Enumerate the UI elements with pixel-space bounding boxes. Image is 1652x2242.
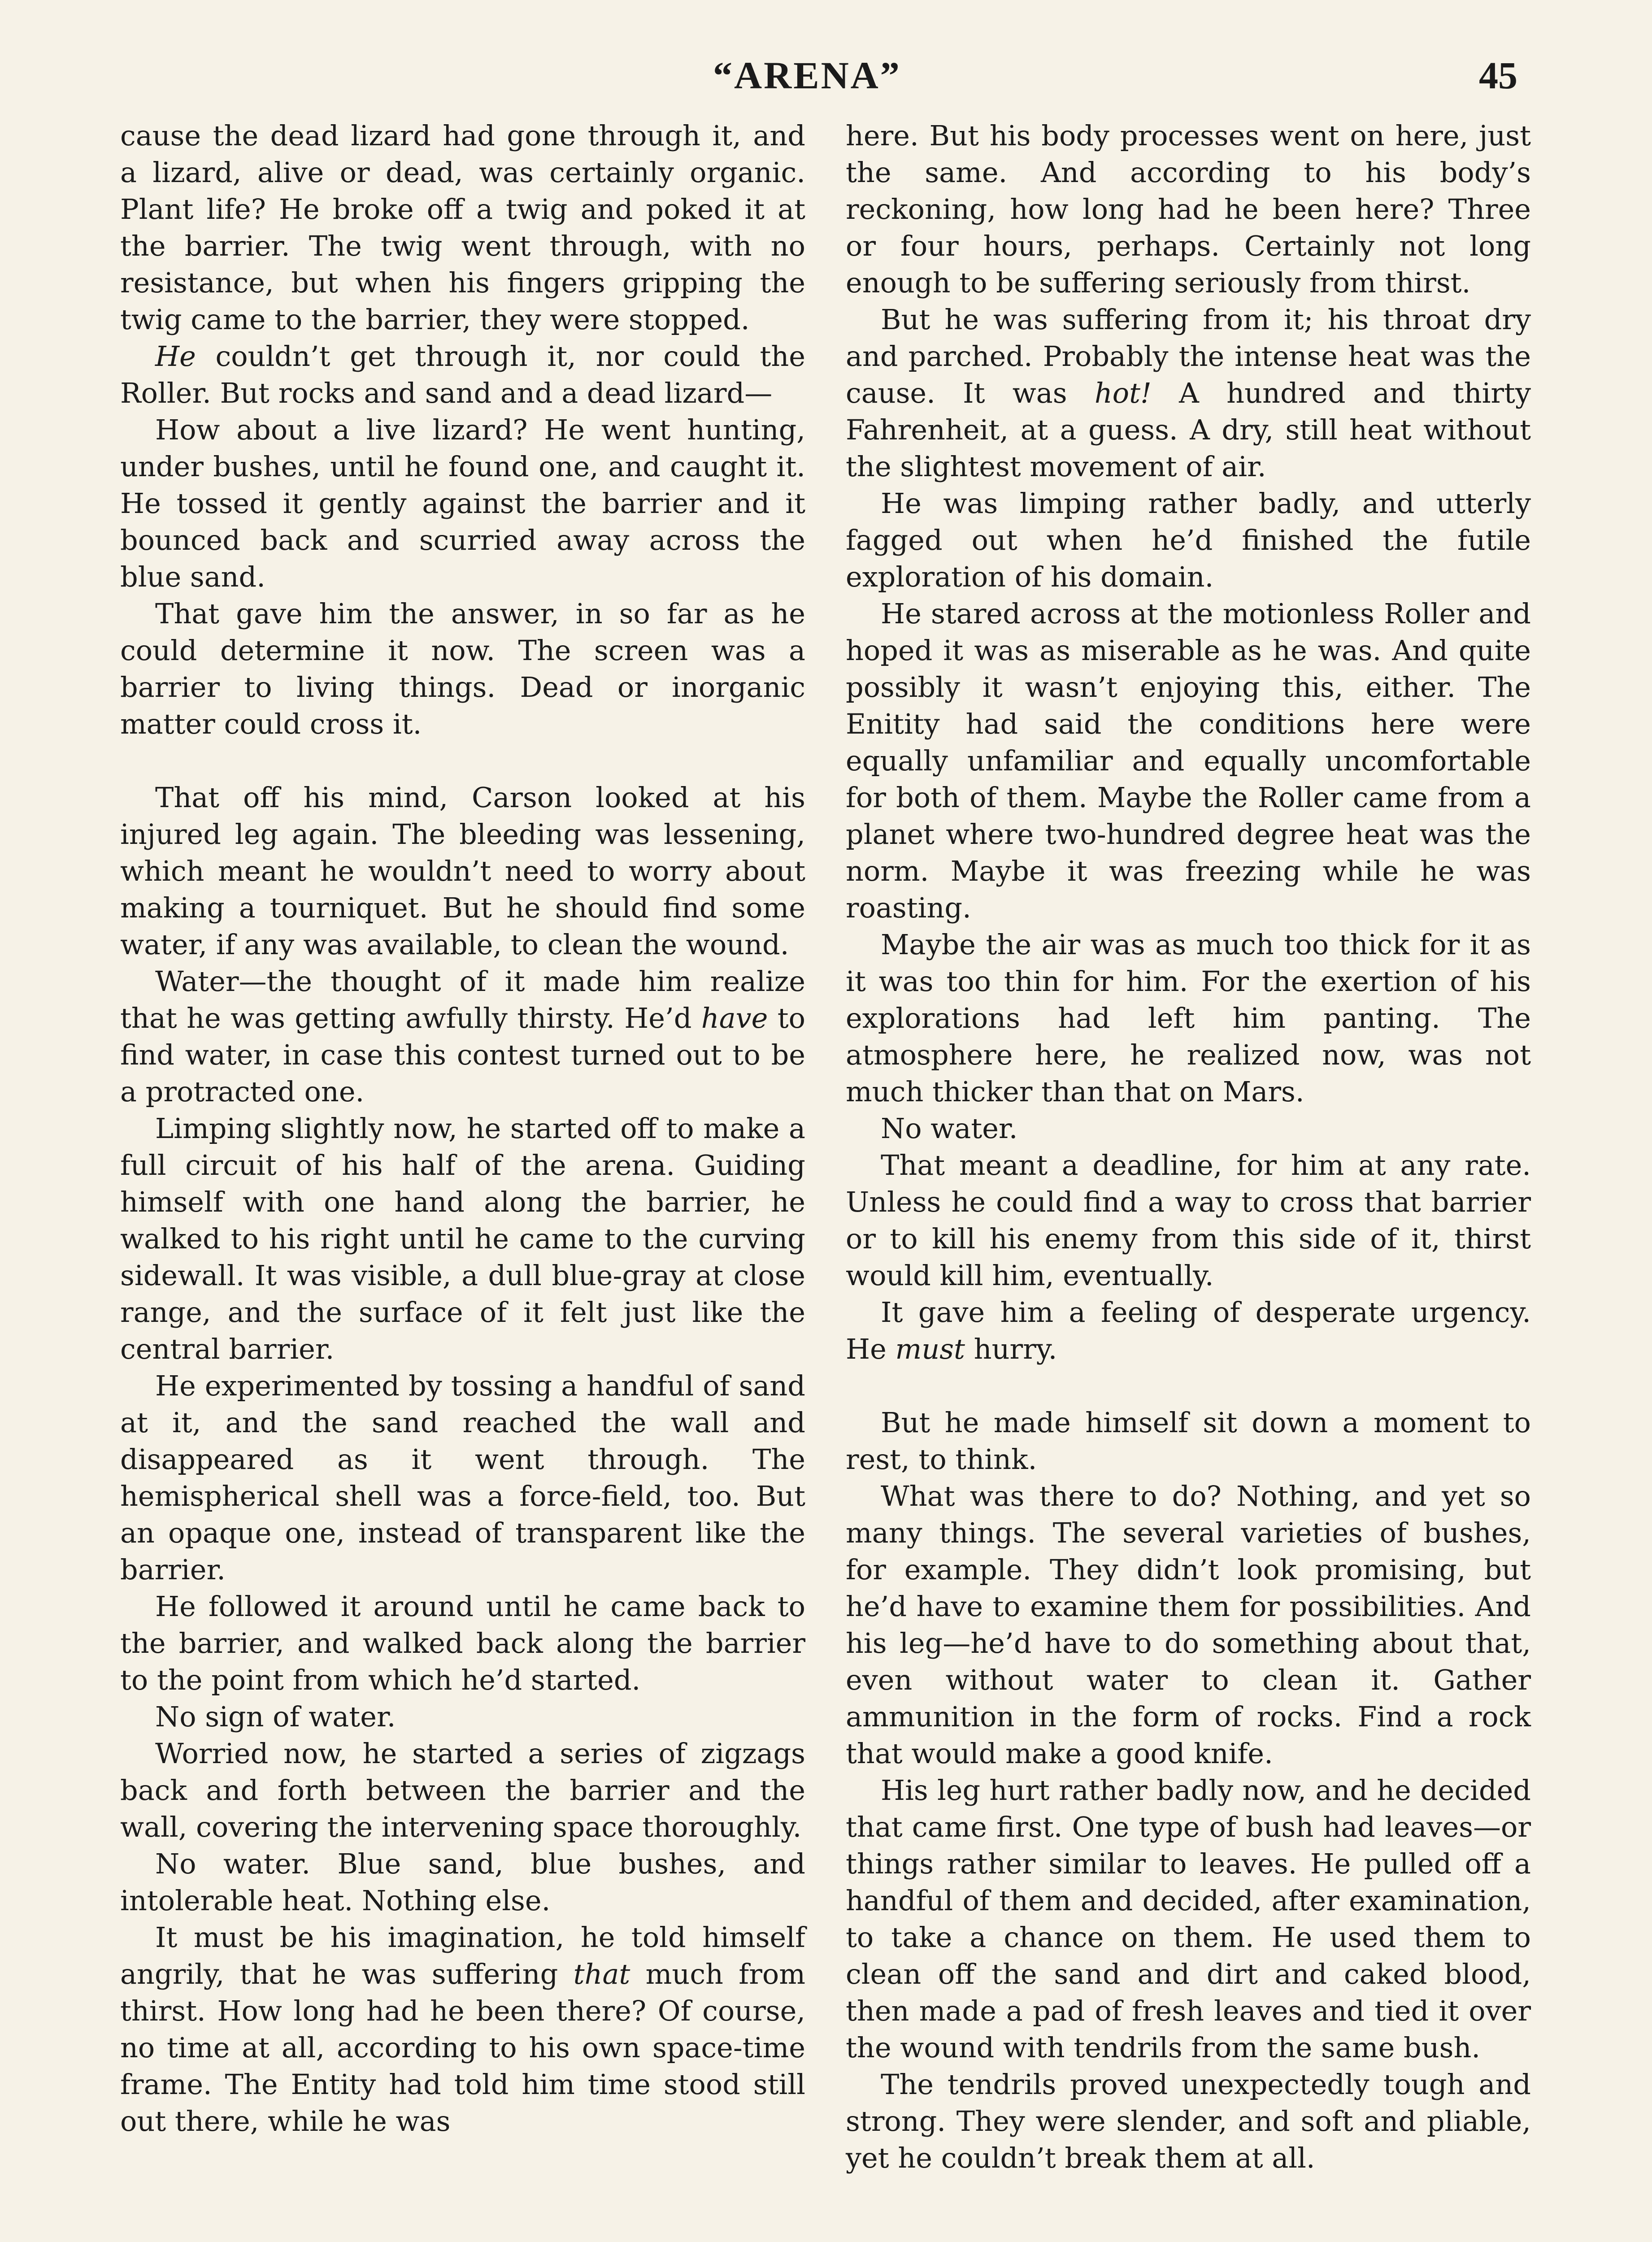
paragraph: But he made himself sit down a moment to rest, to think. [846, 1406, 1531, 1476]
paragraph-text: couldn’t get through it, nor could the Roller. But rocks and sand and a dead lizard— [120, 340, 805, 409]
paragraph [846, 1294, 1531, 1368]
paragraph: cause the dead lizard had gone through it, and a lizard, alive or dead, was certainly organic. Plant life? He broke off a twig and poked it at the barrier. The twig went through, with no resistance, but when his fingers gripping the twig came to the barrier, they were stopped. [120, 119, 805, 336]
running-title: “ARENA” [713, 54, 901, 97]
paragraph: What was there to do? Nothing, and yet so many things. The several varieties of bushes, for example. They didn’t look promising, but he’d have to examine them for possibilities. And his leg—he’d have to do something about that, even without water to clean it. Gather ammunition in the form of rocks. Find a rock that would make a good knife. [846, 1480, 1531, 1770]
paragraph-text: But he was suffering from it; his throat dry and parched. Probably the intense heat was the cause. It was [846, 303, 1531, 409]
paragraph [120, 963, 805, 1110]
paragraph: The tendrils proved unexpectedly tough and strong. They were slender, and soft and pliable, yet he couldn’t break them at all. [846, 2068, 1531, 2174]
emphasis: hot! [1094, 377, 1152, 409]
paragraph: Maybe the air was as much too thick for it as it was too thin for him. For the exertion of his explorations had left him panting. The atmosphere here, he realized now, was not much thicker than that on Mars. [846, 928, 1531, 1108]
paragraph: No water. [881, 1112, 1018, 1145]
paragraph: He stared across at the motionless Roller and hoped it was as miserable as he was. And quite possibly it wasn’t enjoying this, either. The Enitity had said the conditions here were equally unfamiliar and equally uncomfortable for both of them. Maybe the Roller came from a planet where two-hundred degree heat was the norm. Maybe it was freezing while he was roasting. [846, 597, 1531, 924]
paragraph [120, 338, 805, 412]
emphasis: must [895, 1333, 965, 1365]
emphasis: that [573, 1958, 630, 1990]
paragraph-text: A hundred and thirty Fahrenheit, at a guess. A dry, still heat without the slightest movement of air. [846, 377, 1531, 483]
paragraph-text: much from thirst. How long had he been there? Of course, no time at all, according to his own space-time frame. The Entity had told him time stood still out there, while he was [120, 1958, 805, 2138]
paragraph: That meant a deadline, for him at any rate. Unless he could find a way to cross that barrier or to kill his enemy from this side of it, thirst would kill him, eventually. [846, 1149, 1531, 1292]
paragraph: He followed it around until he came back to the barrier, and walked back along the barrier to the point from which he’d started. [120, 1590, 805, 1696]
paragraph: No sign of water. [155, 1700, 396, 1733]
paragraph-text: hurry. [965, 1333, 1057, 1365]
paragraph: His leg hurt rather badly now, and he decided that came first. One type of bush had leaves—or things rather similar to leaves. He pulled off a handful of them and decided, after examination, to take a chance on them. He used them to clean off the sand and dirt and caked blood, then made a pad of fresh leaves and tied it over the wound with tendrils from the same bush. [846, 1774, 1531, 2064]
paragraph: That gave him the answer, in so far as he could determine it now. The screen was a barrier to living things. Dead or inorganic matter could cross it. [120, 597, 805, 740]
paragraph [846, 301, 1531, 485]
paragraph: That off his mind, Carson looked at his injured leg again. The bleeding was lessening, which meant he wouldn’t need to worry about making a tourniquet. But he should find some water, if any was available, to clean the wound. [120, 781, 805, 961]
paragraph: Limping slightly now, he started off to make a full circuit of his half of the arena. Guiding himself with one hand along the barrier, he walked to his right until he came to the curving sidewall. It was visible, a dull blue-gray at close range, and the surface of it felt just like the central barrier. [120, 1112, 805, 1365]
paragraph-text: Water—the thought of it made him realize that he was getting awfully thirsty. He’d [120, 965, 805, 1034]
page-number: 45 [1479, 54, 1517, 97]
paragraph: He was limping rather badly, and utterly fagged out when he’d finished the futile exploration of his domain. [846, 487, 1531, 593]
emphasis: have [701, 1002, 768, 1034]
left-column [120, 117, 805, 2140]
paragraph-text: It must be his imagination, he told himself angrily, that he was suffering [120, 1921, 805, 1990]
right-column [846, 117, 1531, 2177]
paragraph-text: to find water, in case this contest turned out to be a protracted one. [120, 1002, 806, 1108]
paragraph [120, 1919, 805, 2140]
paragraph: Worried now, he started a series of zigzags back and forth between the barrier and the wall, covering the intervening space thoroughly. [120, 1737, 805, 1843]
paragraph: How about a live lizard? He went hunting, under bushes, until he found one, and caught it. He tossed it gently against the barrier and it bounced back and scurried away across the blue sand. [120, 413, 805, 593]
emphasis: He [155, 340, 196, 373]
paragraph: He experimented by tossing a handful of sand at it, and the sand reached the wall and disappeared as it went through. The hemispherical shell was a force-field, too. But an opaque one, instead of transparent like the barrier. [120, 1369, 805, 1586]
paragraph: No water. Blue sand, blue bushes, and intolerable heat. Nothing else. [120, 1847, 805, 1917]
paragraph: here. But his body processes went on here, just the same. And according to his body’s reckoning, how long had he been here? Three or four hours, perhaps. Certainly not long enough to be suffering seriously from thirst. [846, 119, 1531, 299]
paragraph-text: It gave him a feeling of desperate urgency. He [846, 1296, 1531, 1365]
page-header [0, 53, 1652, 107]
